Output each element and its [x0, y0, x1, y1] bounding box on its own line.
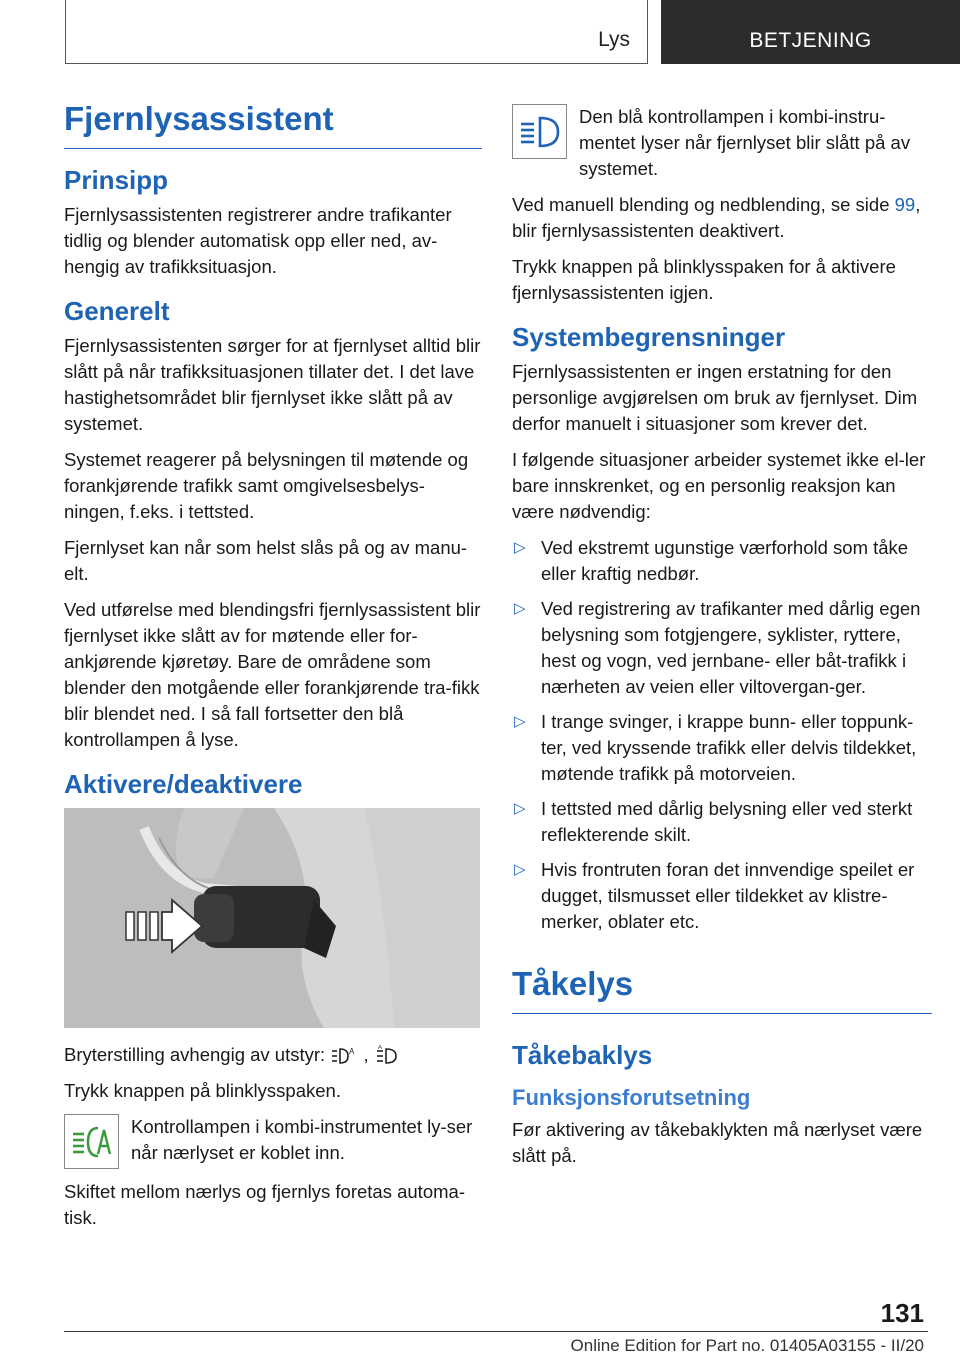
- header-chapter-tab[interactable]: BETJENING: [661, 0, 960, 64]
- manual-dimming-text: [512, 192, 932, 244]
- auto-high-beam-icon: [330, 1045, 358, 1067]
- switch-position-label: Bryterstilling avhengig av utstyr:: [64, 1044, 326, 1065]
- triangle-bullet-icon: ▷: [514, 600, 526, 617]
- heading-aktivere-deaktivere: Aktivere/deaktivere: [64, 769, 303, 799]
- list-item: ▷ Ved registrering av trafikanter med dårlig egen belysning som fotgjengere, syklister, ryttere, hest og vogn, ved jernbane- eller båt-trafikk i nærheten av veien eller viltovergan-ger.: [514, 598, 921, 697]
- system-limits-list: [512, 535, 932, 935]
- heading-systembegrensninger: Systembegrensninger: [512, 322, 786, 352]
- turn-signal-lever-illustration: [64, 808, 480, 1028]
- reactivate-text: Trykk knappen på blinklysspaken for å aktivere fjernlysassistenten igjen.: [512, 256, 896, 303]
- triangle-bullet-icon: ▷: [514, 800, 526, 817]
- right-column: [512, 104, 932, 1179]
- auto-switch-text: Skiftet mellom nærlys og fjernlys foretas automa-tisk.: [64, 1181, 465, 1228]
- list-item: ▷ I trange svinger, i krappe bunn- eller toppunk-ter, ved kryssende trafikk eller delvis tildekket, møtende trafikk på motorveien.: [514, 711, 917, 784]
- funksjon-text: Før aktivering av tåkebaklykten må nærlyset være slått på.: [512, 1119, 923, 1166]
- switch-position-separator: ,: [363, 1044, 369, 1065]
- generelt-paragraph-4: Ved utførelse med blendingsfri fjernlysassistent blir fjernlyset ikke slått av for møtende eller for-ankjørende kjøretøy. Bare de områdene som blender den motgående eller forankjørende tra-fikk blir blendet ned. I så fall fortsetter den blå kontrollampen å lyse.: [64, 599, 481, 750]
- press-button-text: Trykk knappen på blinklysspaken.: [64, 1080, 341, 1101]
- header-frame: [65, 0, 648, 64]
- high-beam-assist-icon: [374, 1045, 402, 1067]
- list-item: ▷ Hvis frontruten foran det innvendige speilet er dugget, tilsmusset eller tildekket av klistre-merker, oblater etc.: [514, 859, 915, 932]
- header-section-title: Lys: [598, 28, 630, 51]
- prinsipp-text: Fjernlysassistenten registrerer andre trafikanter tidlig og blender automatisk opp eller ned, av-hengig av trafikksituasjon.: [64, 204, 452, 277]
- heading-prinsipp: Prinsipp: [64, 165, 169, 195]
- blue-indicator-block: [512, 104, 932, 182]
- section-title-takelys: Tåkelys: [512, 965, 932, 1014]
- page-number: 131: [880, 1298, 924, 1328]
- left-column: [64, 100, 482, 1241]
- triangle-bullet-icon: ▷: [514, 539, 526, 556]
- generelt-paragraph-3: Fjernlyset kan når som helst slås på og av manu-elt.: [64, 537, 468, 584]
- footer-divider: [64, 1331, 928, 1332]
- triangle-bullet-icon: ▷: [514, 713, 526, 730]
- manual-dimming-post: , blir fjernlysassistenten deaktivert.: [512, 194, 921, 241]
- switch-position-text: [64, 1042, 482, 1068]
- high-beam-blue-icon: [518, 114, 562, 150]
- page-link-99[interactable]: 99: [894, 194, 916, 215]
- blue-indicator-text: Den blå kontrollampen i kombi-instru-mentet lyser når fjernlyset blir slått på av systemet.: [579, 106, 911, 179]
- generelt-paragraph-1: Fjernlysassistenten sørger for at fjernlyset alltid blir slått på når trafikksituasjonen tillater det. I det lave hastighetsområdet blir fjernlyset ikke slått på av systemet.: [64, 335, 481, 434]
- blue-lamp-icon-frame: [512, 104, 567, 159]
- list-item: ▷ Ved ekstremt ugunstige værforhold som tåke eller kraftig nedbør.: [514, 537, 909, 584]
- triangle-bullet-icon: ▷: [514, 861, 526, 878]
- lever-drawing: [64, 808, 480, 1028]
- manual-dimming-pre: Ved manuell blending og nedblending, se side: [512, 194, 890, 215]
- svg-text:A: A: [377, 1045, 382, 1052]
- heading-takebaklys: Tåkebaklys: [512, 1040, 653, 1070]
- system-limits-paragraph-1: Fjernlysassistenten er ingen erstatning for den personlige avgjørelsen om bruk av fjernlyset. Dim derfor manuelt i situasjoner som krever det.: [512, 361, 918, 434]
- edition-text: Online Edition for Part no. 01405A03155 - II/20: [570, 1336, 924, 1355]
- green-indicator-text: Kontrollampen i kombi-instrumentet ly-ser når nærlyset er koblet inn.: [131, 1116, 473, 1163]
- svg-text:A: A: [349, 1047, 355, 1057]
- system-limits-paragraph-2: I følgende situasjoner arbeider systemet ikke el-ler bare innskrenket, og en personlig reaksjon kan være nødvendig:: [512, 449, 926, 522]
- generelt-paragraph-2: Systemet reagerer på belysningen til møtende og forankjørende trafikk samt omgivelsesbelys-ningen, f.eks. i tettsted.: [64, 449, 469, 522]
- auto-beam-green-icon: [70, 1124, 114, 1160]
- list-item: ▷ I tettsted med dårlig belysning eller ved sterkt reflekterende skilt.: [514, 798, 913, 845]
- section-title-fjernlysassistent: Fjernlysassistent: [64, 100, 482, 149]
- heading-generelt: Generelt: [64, 296, 170, 326]
- green-indicator-block: [64, 1114, 482, 1169]
- green-lamp-icon-frame: [64, 1114, 119, 1169]
- heading-funksjonsforutsetning: Funksjonsforutsetning: [512, 1085, 751, 1110]
